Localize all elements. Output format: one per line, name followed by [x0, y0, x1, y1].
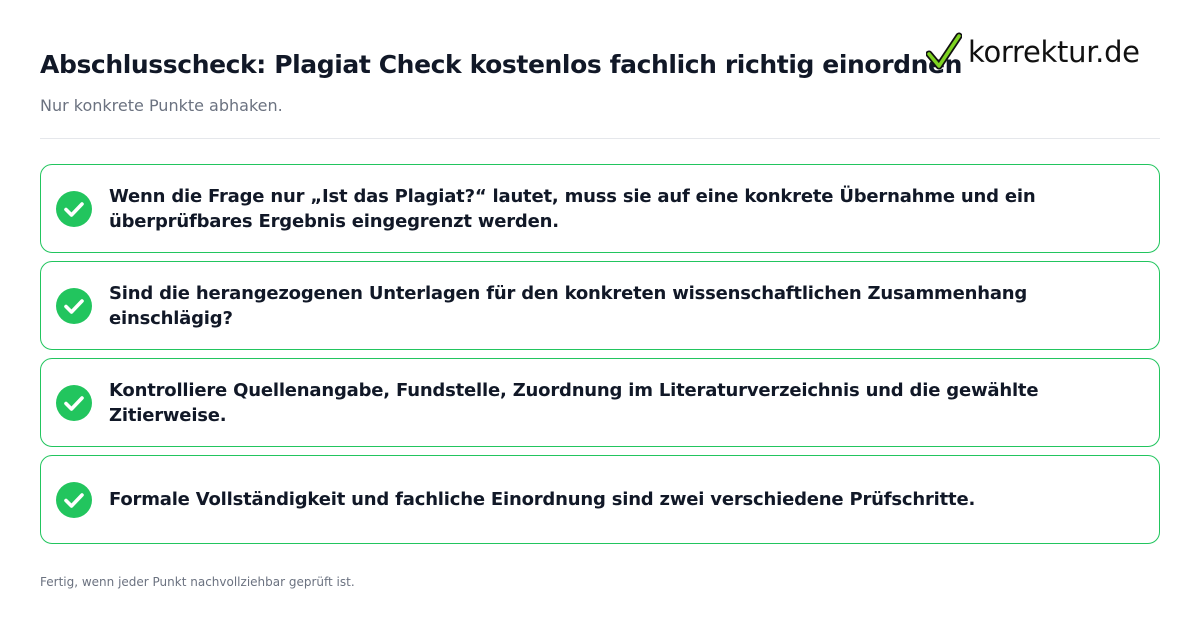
- brand-logo: [926, 30, 1140, 74]
- checklist-item-text: Kontrolliere Quellenangabe, Fundstelle, Zuordnung im Literaturverzeichnis und die gewählte Zitierweise.: [109, 379, 1039, 426]
- checklist-item: [40, 261, 1160, 350]
- checklist-item-text: Wenn die Frage nur „Ist das Plagiat?“ lautet, muss sie auf eine konkrete Übernahme und ein überprüfbares Ergebnis eingegrenzt werden.: [109, 185, 1036, 232]
- header-divider: [40, 138, 1160, 139]
- brand-name: korrektur.de: [968, 35, 1140, 69]
- check-circle-icon: [56, 288, 92, 324]
- check-circle-icon: [56, 385, 92, 421]
- checklist-item: [40, 164, 1160, 253]
- checklist-item: [40, 358, 1160, 447]
- checklist-item: [40, 455, 1160, 544]
- checklist-item-text: Formale Vollständigkeit und fachliche Einordnung sind zwei verschiedene Prüfschritte.: [109, 489, 976, 510]
- checklist: [40, 164, 1160, 552]
- checkmark-icon: [926, 32, 962, 72]
- footer-note: Fertig, wenn jeder Punkt nachvollziehbar geprüft ist.: [40, 575, 355, 589]
- check-circle-icon: [56, 482, 92, 518]
- checklist-item-text: Sind die herangezogenen Unterlagen für den konkreten wissenschaftlichen Zusammenhang einschlägig?: [109, 282, 1028, 329]
- page-subtitle: Nur konkrete Punkte abhaken.: [40, 96, 283, 115]
- page-title: Abschlusscheck: Plagiat Check kostenlos fachlich richtig einordnen: [40, 50, 962, 79]
- check-circle-icon: [56, 191, 92, 227]
